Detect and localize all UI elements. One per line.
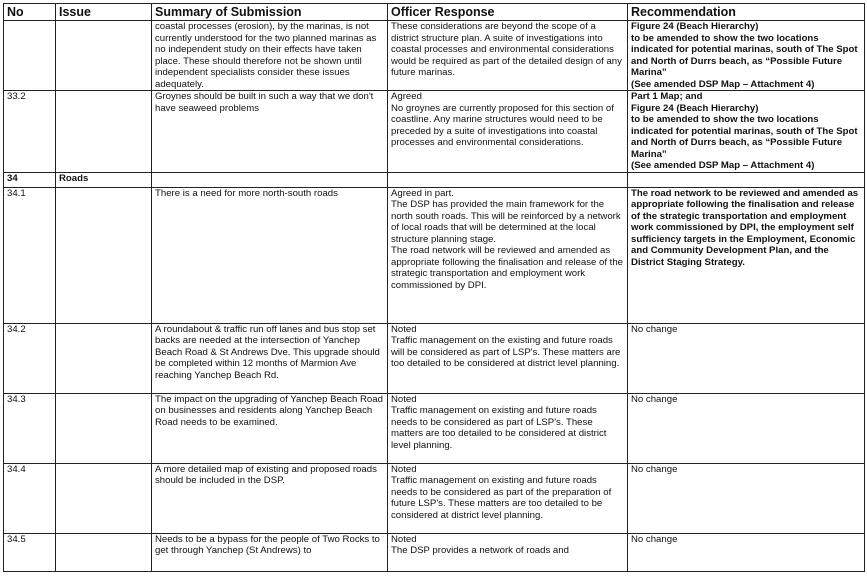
row-recommendation-paragraph: The road network to be reviewed and amended as appropriate following the finalisation and release of the strategic transportation and employment work commissioned by DPI, the employment self sufficiency targets in the Employment, Economic and Community Development Plan, and the District Staging Strategy.	[631, 187, 859, 268]
row-number: 34.5	[4, 533, 56, 571]
row-recommendation-paragraph: to be amended to show the two locations indicated for potential marinas, south of The Spot and North of Durrs beach, as “Possible Future Marina”	[631, 32, 858, 78]
table-row	[4, 533, 865, 571]
row-number: 33.2	[4, 91, 56, 173]
row-officer-response-paragraph: Traffic management on existing and future roads needs to be considered as part of the preparation of future LSP's. These matters are too detailed to be considered at district level planning.	[391, 475, 612, 521]
row-officer-response	[388, 323, 628, 393]
row-issue	[56, 91, 152, 173]
row-number: 34	[4, 172, 56, 187]
row-summary	[152, 172, 388, 187]
row-officer-response	[388, 172, 628, 187]
header-no: No	[4, 4, 56, 21]
row-recommendation-paragraph: Part 1 Map; and	[631, 91, 703, 102]
row-number: 34.4	[4, 463, 56, 533]
row-officer-response-paragraph: Noted	[391, 323, 417, 335]
row-summary	[152, 323, 388, 393]
row-issue	[56, 187, 152, 323]
row-officer-response-paragraph: Noted	[391, 393, 417, 405]
row-recommendation-paragraph: No change	[631, 323, 678, 335]
row-recommendation-paragraph: to be amended to show the two locations indicated for potential marinas, south of The Spot and North of Durrs beach, as “Possible Future Marina”	[631, 114, 858, 160]
row-issue	[56, 463, 152, 533]
row-recommendation-paragraph: No change	[631, 533, 678, 545]
header-officer-response: Officer Response	[388, 4, 628, 21]
table-row	[4, 463, 865, 533]
table-row	[4, 323, 865, 393]
row-summary-paragraph: A roundabout & traffic run off lanes and bus stop set backs are needed at the intersection of Yanchep Beach Road & St Andrews Dve. This upgrade should be completed within 12 months of Marmion Ave reaching Yanchep Beach Rd.	[155, 323, 380, 381]
row-summary	[152, 533, 388, 571]
row-recommendation-paragraph: Figure 24 (Beach Hierarchy)	[631, 102, 759, 114]
row-officer-response	[388, 21, 628, 91]
row-recommendation	[628, 91, 865, 173]
row-summary	[152, 21, 388, 91]
row-officer-response	[388, 463, 628, 533]
row-summary-paragraph: The impact on the upgrading of Yanchep Beach Road on businesses and residents along Yanchep Beach Road needs to be examined.	[155, 393, 383, 428]
row-officer-response-paragraph: Agreed	[391, 91, 422, 102]
header-row	[4, 4, 865, 21]
row-recommendation-paragraph: No change	[631, 463, 678, 475]
row-officer-response-paragraph: The DSP has provided the main framework for the north south roads. This will be reinforced by a network of local roads that will be determined at the local structure planning stage.	[391, 199, 621, 245]
table-row	[4, 187, 865, 323]
row-officer-response	[388, 533, 628, 571]
row-recommendation	[628, 463, 865, 533]
row-recommendation	[628, 187, 865, 323]
row-recommendation	[628, 21, 865, 91]
row-recommendation	[628, 393, 865, 463]
row-issue	[56, 21, 152, 91]
row-officer-response-paragraph: Traffic management on existing and future roads needs to be considered as part of LSP's. These matters are too detailed to be considered at district level planning.	[391, 405, 607, 451]
row-summary-paragraph: coastal processes (erosion), by the marinas, is not currently understood for the two planned marinas as no independent study on their effects have taken place. These should therefore not be shown until independent specialists consider these issues adequately.	[155, 21, 377, 90]
row-recommendation-paragraph: No change	[631, 393, 678, 405]
row-officer-response-paragraph: Noted	[391, 463, 417, 475]
row-officer-response	[388, 91, 628, 173]
table-row	[4, 21, 865, 91]
row-recommendation	[628, 323, 865, 393]
row-summary-paragraph: Groynes should be built in such a way that we don't have seaweed problems	[155, 91, 374, 114]
row-summary	[152, 187, 388, 323]
row-officer-response	[388, 393, 628, 463]
row-officer-response-paragraph: These considerations are beyond the scope of a district structure plan. A suite of investigations into coastal processes and environmental considerations would be required as part of the detailed design of any future marinas.	[391, 21, 622, 78]
row-issue	[56, 533, 152, 571]
row-recommendation	[628, 533, 865, 571]
row-number	[4, 21, 56, 91]
row-summary	[152, 463, 388, 533]
row-officer-response-paragraph: Agreed in part.	[391, 187, 454, 199]
row-summary-paragraph: There is a need for more north-south roads	[155, 187, 338, 199]
header-recommendation: Recommendation	[628, 4, 865, 21]
section-row	[4, 172, 865, 187]
row-officer-response-paragraph: The road network will be reviewed and amended as appropriate following the finalisation and release of the strategic transportation and employment work commissioned by DPI.	[391, 245, 624, 291]
submissions-table	[3, 3, 865, 572]
row-officer-response	[388, 187, 628, 323]
row-issue	[56, 393, 152, 463]
row-officer-response-paragraph: Noted	[391, 533, 417, 545]
row-issue: Roads	[56, 172, 152, 187]
row-number: 34.3	[4, 393, 56, 463]
header-issue: Issue	[56, 4, 152, 21]
row-recommendation-paragraph: Figure 24 (Beach Hierarchy)	[631, 21, 759, 32]
row-issue	[56, 323, 152, 393]
header-summary: Summary of Submission	[152, 4, 388, 21]
row-officer-response-paragraph: The DSP provides a network of roads and	[391, 545, 569, 556]
row-officer-response-paragraph: No groynes are currently proposed for this section of coastline. Any marine structures would need to be preceded by a suite of investigations into coastal processes and environmental considerations.	[391, 102, 614, 148]
row-summary	[152, 91, 388, 173]
row-summary	[152, 393, 388, 463]
row-recommendation-paragraph: (See amended DSP Map – Attachment 4)	[631, 78, 815, 90]
row-officer-response-paragraph: Traffic management on the existing and future roads will be considered as part of LSP's. These matters are too detailed to be considered at district level planning.	[391, 335, 621, 369]
row-number: 34.1	[4, 187, 56, 323]
row-recommendation	[628, 172, 865, 187]
row-summary-paragraph: A more detailed map of existing and proposed roads should be included in the DSP.	[155, 463, 377, 486]
row-summary-paragraph: Needs to be a bypass for the people of Two Rocks to get through Yanchep (St Andrews) to	[155, 533, 380, 556]
table-row	[4, 91, 865, 173]
row-recommendation-paragraph: (See amended DSP Map – Attachment 4)	[631, 160, 815, 171]
table-row	[4, 393, 865, 463]
row-number: 34.2	[4, 323, 56, 393]
